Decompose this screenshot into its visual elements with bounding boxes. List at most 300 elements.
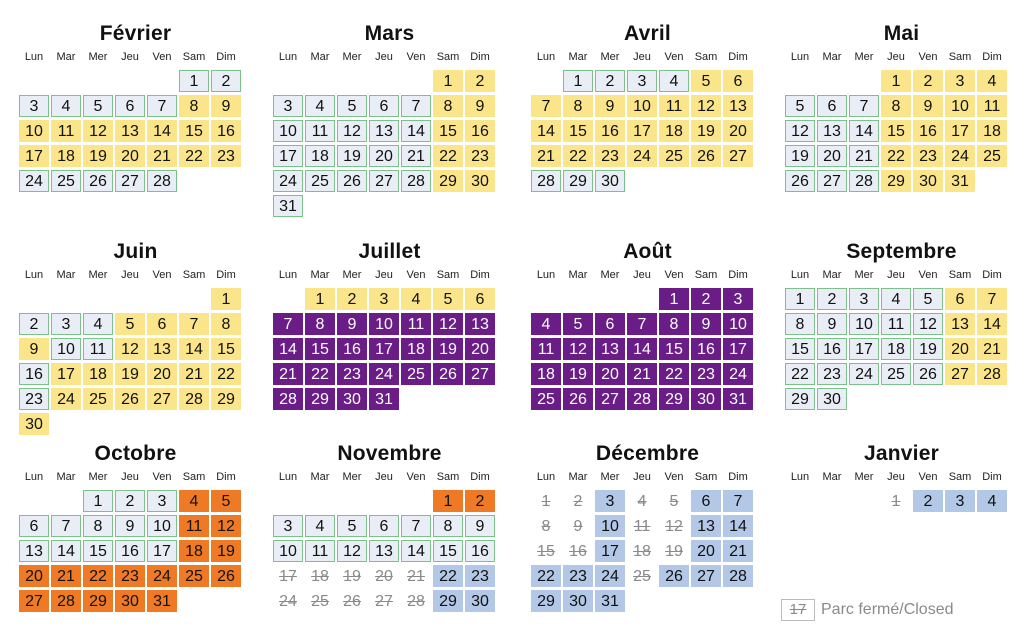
- day-cell: 17: [279, 568, 297, 585]
- weekday-label: Jeu: [375, 471, 393, 483]
- day-cell: 20: [945, 338, 975, 360]
- weekday-label: Sam: [948, 269, 972, 281]
- day-cell: 28: [723, 565, 753, 587]
- day-cell: 7: [401, 515, 431, 537]
- day-cell: 28: [273, 388, 303, 410]
- weekday-label: Mar: [822, 51, 842, 63]
- day-cell: 25: [531, 388, 561, 410]
- day-cell: 1: [305, 288, 335, 310]
- day-cell: 18: [659, 120, 689, 142]
- weekday-label: Mar: [56, 471, 76, 483]
- day-cell: 22: [785, 363, 815, 385]
- day-cell: 1: [659, 288, 689, 310]
- weekday-label: Sam: [182, 471, 206, 483]
- day-cell: 5: [563, 313, 593, 335]
- day-cell: 6: [147, 313, 177, 335]
- day-cell: 6: [817, 95, 847, 117]
- day-cell: 13: [595, 338, 625, 360]
- day-cell: 4: [531, 313, 561, 335]
- weekday-label: Lun: [278, 269, 298, 281]
- weekday-label: Ven: [918, 51, 938, 63]
- day-cell: 24: [279, 593, 297, 610]
- day-cell: 27: [817, 170, 847, 192]
- day-cell: 7: [531, 95, 561, 117]
- day-cell: 11: [51, 120, 81, 142]
- day-cell: 10: [51, 338, 81, 360]
- day-cell: 18: [83, 363, 113, 385]
- day-cell: 24: [723, 363, 753, 385]
- day-cell: 4: [401, 288, 431, 310]
- day-cell: 26: [691, 145, 721, 167]
- day-cell: 18: [881, 338, 911, 360]
- day-cell: 27: [375, 593, 393, 610]
- day-cell: 2: [465, 490, 495, 512]
- day-cell: 19: [691, 120, 721, 142]
- day-cell: 9: [19, 338, 49, 360]
- day-cell: 27: [691, 565, 721, 587]
- day-cell: 19: [83, 145, 113, 167]
- day-cell: 8: [211, 313, 241, 335]
- month-title: Juin: [113, 240, 158, 263]
- day-cell: 5: [785, 95, 815, 117]
- day-cell: 24: [273, 170, 303, 192]
- day-cell: 17: [723, 338, 753, 360]
- day-cell: 31: [945, 170, 975, 192]
- day-cell: 8: [541, 518, 551, 535]
- day-cell: 25: [659, 145, 689, 167]
- day-cell: 2: [337, 288, 367, 310]
- day-cell: 10: [849, 313, 879, 335]
- day-cell: 31: [595, 590, 625, 612]
- month-title: Décembre: [595, 442, 700, 465]
- weekday-label: Mer: [88, 471, 108, 483]
- day-cell: 27: [115, 170, 145, 192]
- day-cell: 20: [147, 363, 177, 385]
- day-cell: 8: [83, 515, 113, 537]
- day-cell: 5: [83, 95, 113, 117]
- day-cell: 10: [273, 540, 303, 562]
- day-cell: 24: [51, 388, 81, 410]
- day-cell: 28: [401, 170, 431, 192]
- day-cell: 9: [337, 313, 367, 335]
- weekday-label: Mar: [568, 471, 588, 483]
- day-cell: 29: [83, 590, 113, 612]
- day-cell: 2: [573, 493, 583, 510]
- day-cell: 10: [627, 95, 657, 117]
- day-cell: 3: [147, 490, 177, 512]
- day-cell: 5: [115, 313, 145, 335]
- day-cell: 15: [537, 543, 555, 560]
- day-cell: 30: [19, 413, 49, 435]
- day-cell: 3: [19, 95, 49, 117]
- day-cell: 7: [147, 95, 177, 117]
- day-cell: 26: [337, 170, 367, 192]
- day-cell: 2: [691, 288, 721, 310]
- day-cell: 27: [945, 363, 975, 385]
- day-cell: 23: [563, 565, 593, 587]
- day-cell: 22: [305, 363, 335, 385]
- day-cell: 14: [401, 120, 431, 142]
- day-cell: 10: [19, 120, 49, 142]
- weekday-label: Ven: [918, 471, 938, 483]
- day-cell: 22: [433, 145, 463, 167]
- day-cell: 18: [401, 338, 431, 360]
- day-cell: 15: [433, 120, 463, 142]
- day-cell: 29: [563, 170, 593, 192]
- day-cell: 6: [369, 95, 399, 117]
- day-cell: 20: [691, 540, 721, 562]
- day-cell: 29: [881, 170, 911, 192]
- weekday-label: Ven: [152, 471, 172, 483]
- day-cell: 21: [531, 145, 561, 167]
- day-cell: 22: [659, 363, 689, 385]
- weekday-label: Ven: [918, 269, 938, 281]
- day-cell: 12: [337, 540, 367, 562]
- weekday-label: Jeu: [633, 51, 651, 63]
- day-cell: 20: [595, 363, 625, 385]
- day-cell: 4: [881, 288, 911, 310]
- day-cell: 15: [785, 338, 815, 360]
- day-cell: 4: [305, 515, 335, 537]
- day-cell: 10: [369, 313, 399, 335]
- day-cell: 19: [665, 543, 683, 560]
- day-cell: 21: [147, 145, 177, 167]
- day-cell: 17: [627, 120, 657, 142]
- day-cell: 26: [115, 388, 145, 410]
- day-cell: 7: [849, 95, 879, 117]
- day-cell: 15: [305, 338, 335, 360]
- day-cell: 1: [891, 493, 901, 510]
- day-cell: 19: [785, 145, 815, 167]
- day-cell: 21: [401, 145, 431, 167]
- day-cell: 9: [691, 313, 721, 335]
- day-cell: 22: [83, 565, 113, 587]
- weekday-label: Sam: [948, 51, 972, 63]
- weekday-label: Dim: [982, 51, 1002, 63]
- weekday-label: Dim: [216, 471, 236, 483]
- weekday-label: Sam: [436, 51, 460, 63]
- day-cell: 13: [691, 515, 721, 537]
- month-title: Mai: [883, 22, 920, 45]
- day-cell: 26: [563, 388, 593, 410]
- day-cell: 31: [273, 195, 303, 217]
- weekday-label: Mer: [600, 471, 620, 483]
- weekday-label: Mar: [56, 269, 76, 281]
- day-cell: 9: [817, 313, 847, 335]
- day-cell: 14: [51, 540, 81, 562]
- day-cell: 23: [691, 363, 721, 385]
- day-cell: 3: [849, 288, 879, 310]
- day-cell: 18: [633, 543, 651, 560]
- day-cell: 9: [211, 95, 241, 117]
- day-cell: 28: [407, 593, 425, 610]
- day-cell: 18: [305, 145, 335, 167]
- day-cell: 2: [817, 288, 847, 310]
- day-cell: 27: [369, 170, 399, 192]
- weekday-label: Mer: [342, 51, 362, 63]
- day-cell: 20: [465, 338, 495, 360]
- day-cell: 1: [785, 288, 815, 310]
- day-cell: 5: [913, 288, 943, 310]
- day-cell: 12: [913, 313, 943, 335]
- day-cell: 24: [849, 363, 879, 385]
- day-cell: 29: [531, 590, 561, 612]
- day-cell: 29: [785, 388, 815, 410]
- weekday-label: Sam: [948, 471, 972, 483]
- weekday-label: Mer: [600, 51, 620, 63]
- day-cell: 1: [83, 490, 113, 512]
- day-cell: 7: [273, 313, 303, 335]
- weekday-label: Ven: [406, 471, 426, 483]
- day-cell: 11: [305, 540, 335, 562]
- day-cell: 1: [179, 70, 209, 92]
- day-cell: 2: [19, 313, 49, 335]
- day-cell: 3: [723, 288, 753, 310]
- day-cell: 8: [433, 95, 463, 117]
- day-cell: 15: [83, 540, 113, 562]
- day-cell: 26: [83, 170, 113, 192]
- day-cell: 12: [115, 338, 145, 360]
- weekday-label: Jeu: [375, 51, 393, 63]
- day-cell: 20: [369, 145, 399, 167]
- day-cell: 11: [977, 95, 1007, 117]
- day-cell: 14: [723, 515, 753, 537]
- day-cell: 3: [369, 288, 399, 310]
- day-cell: 19: [115, 363, 145, 385]
- weekday-label: Jeu: [375, 269, 393, 281]
- day-cell: 27: [147, 388, 177, 410]
- day-cell: 16: [19, 363, 49, 385]
- day-cell: 30: [817, 388, 847, 410]
- weekday-label: Mar: [310, 471, 330, 483]
- day-cell: 9: [115, 515, 145, 537]
- day-cell: 8: [305, 313, 335, 335]
- weekday-label: Lun: [790, 269, 810, 281]
- day-cell: 1: [541, 493, 551, 510]
- day-cell: 22: [179, 145, 209, 167]
- day-cell: 23: [115, 565, 145, 587]
- day-cell: 16: [913, 120, 943, 142]
- day-cell: 13: [723, 95, 753, 117]
- weekday-label: Sam: [694, 51, 718, 63]
- day-cell: 4: [51, 95, 81, 117]
- day-cell: 16: [465, 540, 495, 562]
- weekday-label: Sam: [436, 269, 460, 281]
- month-title: Septembre: [846, 240, 957, 263]
- day-cell: 30: [913, 170, 943, 192]
- day-cell: 8: [659, 313, 689, 335]
- day-cell: 2: [913, 490, 943, 512]
- day-cell: 13: [465, 313, 495, 335]
- weekday-label: Lun: [790, 471, 810, 483]
- day-cell: 7: [179, 313, 209, 335]
- day-cell: 26: [913, 363, 943, 385]
- day-cell: 6: [723, 70, 753, 92]
- day-cell: 28: [51, 590, 81, 612]
- day-cell: 9: [465, 515, 495, 537]
- day-cell: 16: [337, 338, 367, 360]
- weekday-label: Dim: [982, 471, 1002, 483]
- day-cell: 26: [659, 565, 689, 587]
- weekday-label: Sam: [182, 269, 206, 281]
- day-cell: 22: [433, 565, 463, 587]
- day-cell: 23: [817, 363, 847, 385]
- weekday-label: Lun: [278, 51, 298, 63]
- weekday-label: Jeu: [887, 51, 905, 63]
- day-cell: 25: [305, 170, 335, 192]
- day-cell: 20: [817, 145, 847, 167]
- day-cell: 15: [563, 120, 593, 142]
- day-cell: 14: [179, 338, 209, 360]
- day-cell: 3: [273, 95, 303, 117]
- day-cell: 1: [433, 70, 463, 92]
- day-cell: 29: [305, 388, 335, 410]
- day-cell: 24: [945, 145, 975, 167]
- day-cell: 28: [977, 363, 1007, 385]
- legend: [781, 598, 954, 622]
- weekday-label: Jeu: [121, 51, 139, 63]
- day-cell: 18: [51, 145, 81, 167]
- day-cell: 6: [115, 95, 145, 117]
- weekday-label: Mer: [600, 269, 620, 281]
- day-cell: 13: [147, 338, 177, 360]
- day-cell: 15: [659, 338, 689, 360]
- day-cell: 14: [977, 313, 1007, 335]
- day-cell: 17: [369, 338, 399, 360]
- weekday-label: Dim: [216, 269, 236, 281]
- day-cell: 24: [595, 565, 625, 587]
- day-cell: 3: [595, 490, 625, 512]
- month-title: Janvier: [864, 442, 939, 465]
- day-cell: 29: [211, 388, 241, 410]
- day-cell: 15: [881, 120, 911, 142]
- day-cell: 12: [691, 95, 721, 117]
- day-cell: 25: [51, 170, 81, 192]
- weekday-label: Mer: [854, 51, 874, 63]
- day-cell: 30: [465, 170, 495, 192]
- day-cell: 16: [691, 338, 721, 360]
- day-cell: 7: [51, 515, 81, 537]
- day-cell: 21: [273, 363, 303, 385]
- weekday-label: Mer: [342, 269, 362, 281]
- day-cell: 5: [211, 490, 241, 512]
- day-cell: 3: [945, 70, 975, 92]
- day-cell: 25: [83, 388, 113, 410]
- day-cell: 2: [465, 70, 495, 92]
- day-cell: 1: [211, 288, 241, 310]
- day-cell: 11: [401, 313, 431, 335]
- day-cell: 30: [337, 388, 367, 410]
- day-cell: 20: [19, 565, 49, 587]
- day-cell: 12: [433, 313, 463, 335]
- day-cell: 25: [977, 145, 1007, 167]
- weekday-label: Lun: [536, 471, 556, 483]
- day-cell: 31: [147, 590, 177, 612]
- day-cell: 17: [595, 540, 625, 562]
- day-cell: 23: [595, 145, 625, 167]
- weekday-label: Dim: [470, 51, 490, 63]
- day-cell: 14: [273, 338, 303, 360]
- day-cell: 23: [337, 363, 367, 385]
- day-cell: 14: [531, 120, 561, 142]
- day-cell: 18: [531, 363, 561, 385]
- day-cell: 4: [179, 490, 209, 512]
- weekday-label: Dim: [728, 51, 748, 63]
- day-cell: 27: [19, 590, 49, 612]
- day-cell: 13: [369, 120, 399, 142]
- day-cell: 17: [849, 338, 879, 360]
- weekday-label: Ven: [664, 471, 684, 483]
- day-cell: 26: [785, 170, 815, 192]
- day-cell: 14: [849, 120, 879, 142]
- day-cell: 28: [531, 170, 561, 192]
- day-cell: 15: [179, 120, 209, 142]
- weekday-label: Mar: [822, 471, 842, 483]
- day-cell: 11: [881, 313, 911, 335]
- weekday-label: Lun: [278, 471, 298, 483]
- day-cell: 2: [913, 70, 943, 92]
- day-cell: 23: [913, 145, 943, 167]
- weekday-label: Dim: [216, 51, 236, 63]
- day-cell: 12: [785, 120, 815, 142]
- day-cell: 2: [115, 490, 145, 512]
- day-cell: 3: [945, 490, 975, 512]
- day-cell: 4: [305, 95, 335, 117]
- day-cell: 5: [337, 515, 367, 537]
- day-cell: 4: [977, 490, 1007, 512]
- day-cell: 13: [19, 540, 49, 562]
- day-cell: 20: [375, 568, 393, 585]
- day-cell: 17: [51, 363, 81, 385]
- day-cell: 11: [179, 515, 209, 537]
- weekday-label: Ven: [664, 51, 684, 63]
- day-cell: 30: [115, 590, 145, 612]
- day-cell: 30: [595, 170, 625, 192]
- day-cell: 19: [433, 338, 463, 360]
- weekday-label: Jeu: [887, 269, 905, 281]
- day-cell: 12: [337, 120, 367, 142]
- weekday-label: Sam: [694, 269, 718, 281]
- day-cell: 21: [407, 568, 425, 585]
- day-cell: 24: [627, 145, 657, 167]
- day-cell: 2: [595, 70, 625, 92]
- day-cell: 16: [569, 543, 587, 560]
- day-cell: 13: [945, 313, 975, 335]
- day-cell: 28: [179, 388, 209, 410]
- day-cell: 31: [723, 388, 753, 410]
- day-cell: 24: [147, 565, 177, 587]
- day-cell: 21: [627, 363, 657, 385]
- weekday-label: Ven: [152, 51, 172, 63]
- day-cell: 17: [147, 540, 177, 562]
- day-cell: 28: [627, 388, 657, 410]
- weekday-label: Mer: [88, 51, 108, 63]
- day-cell: 19: [211, 540, 241, 562]
- day-cell: 1: [563, 70, 593, 92]
- day-cell: 22: [211, 363, 241, 385]
- day-cell: 19: [563, 363, 593, 385]
- day-cell: 13: [817, 120, 847, 142]
- weekday-label: Sam: [182, 51, 206, 63]
- day-cell: 27: [595, 388, 625, 410]
- day-cell: 26: [433, 363, 463, 385]
- weekday-label: Dim: [470, 471, 490, 483]
- weekday-label: Mar: [568, 269, 588, 281]
- weekday-label: Lun: [536, 51, 556, 63]
- day-cell: 25: [633, 568, 651, 585]
- weekday-label: Ven: [406, 51, 426, 63]
- day-cell: 16: [595, 120, 625, 142]
